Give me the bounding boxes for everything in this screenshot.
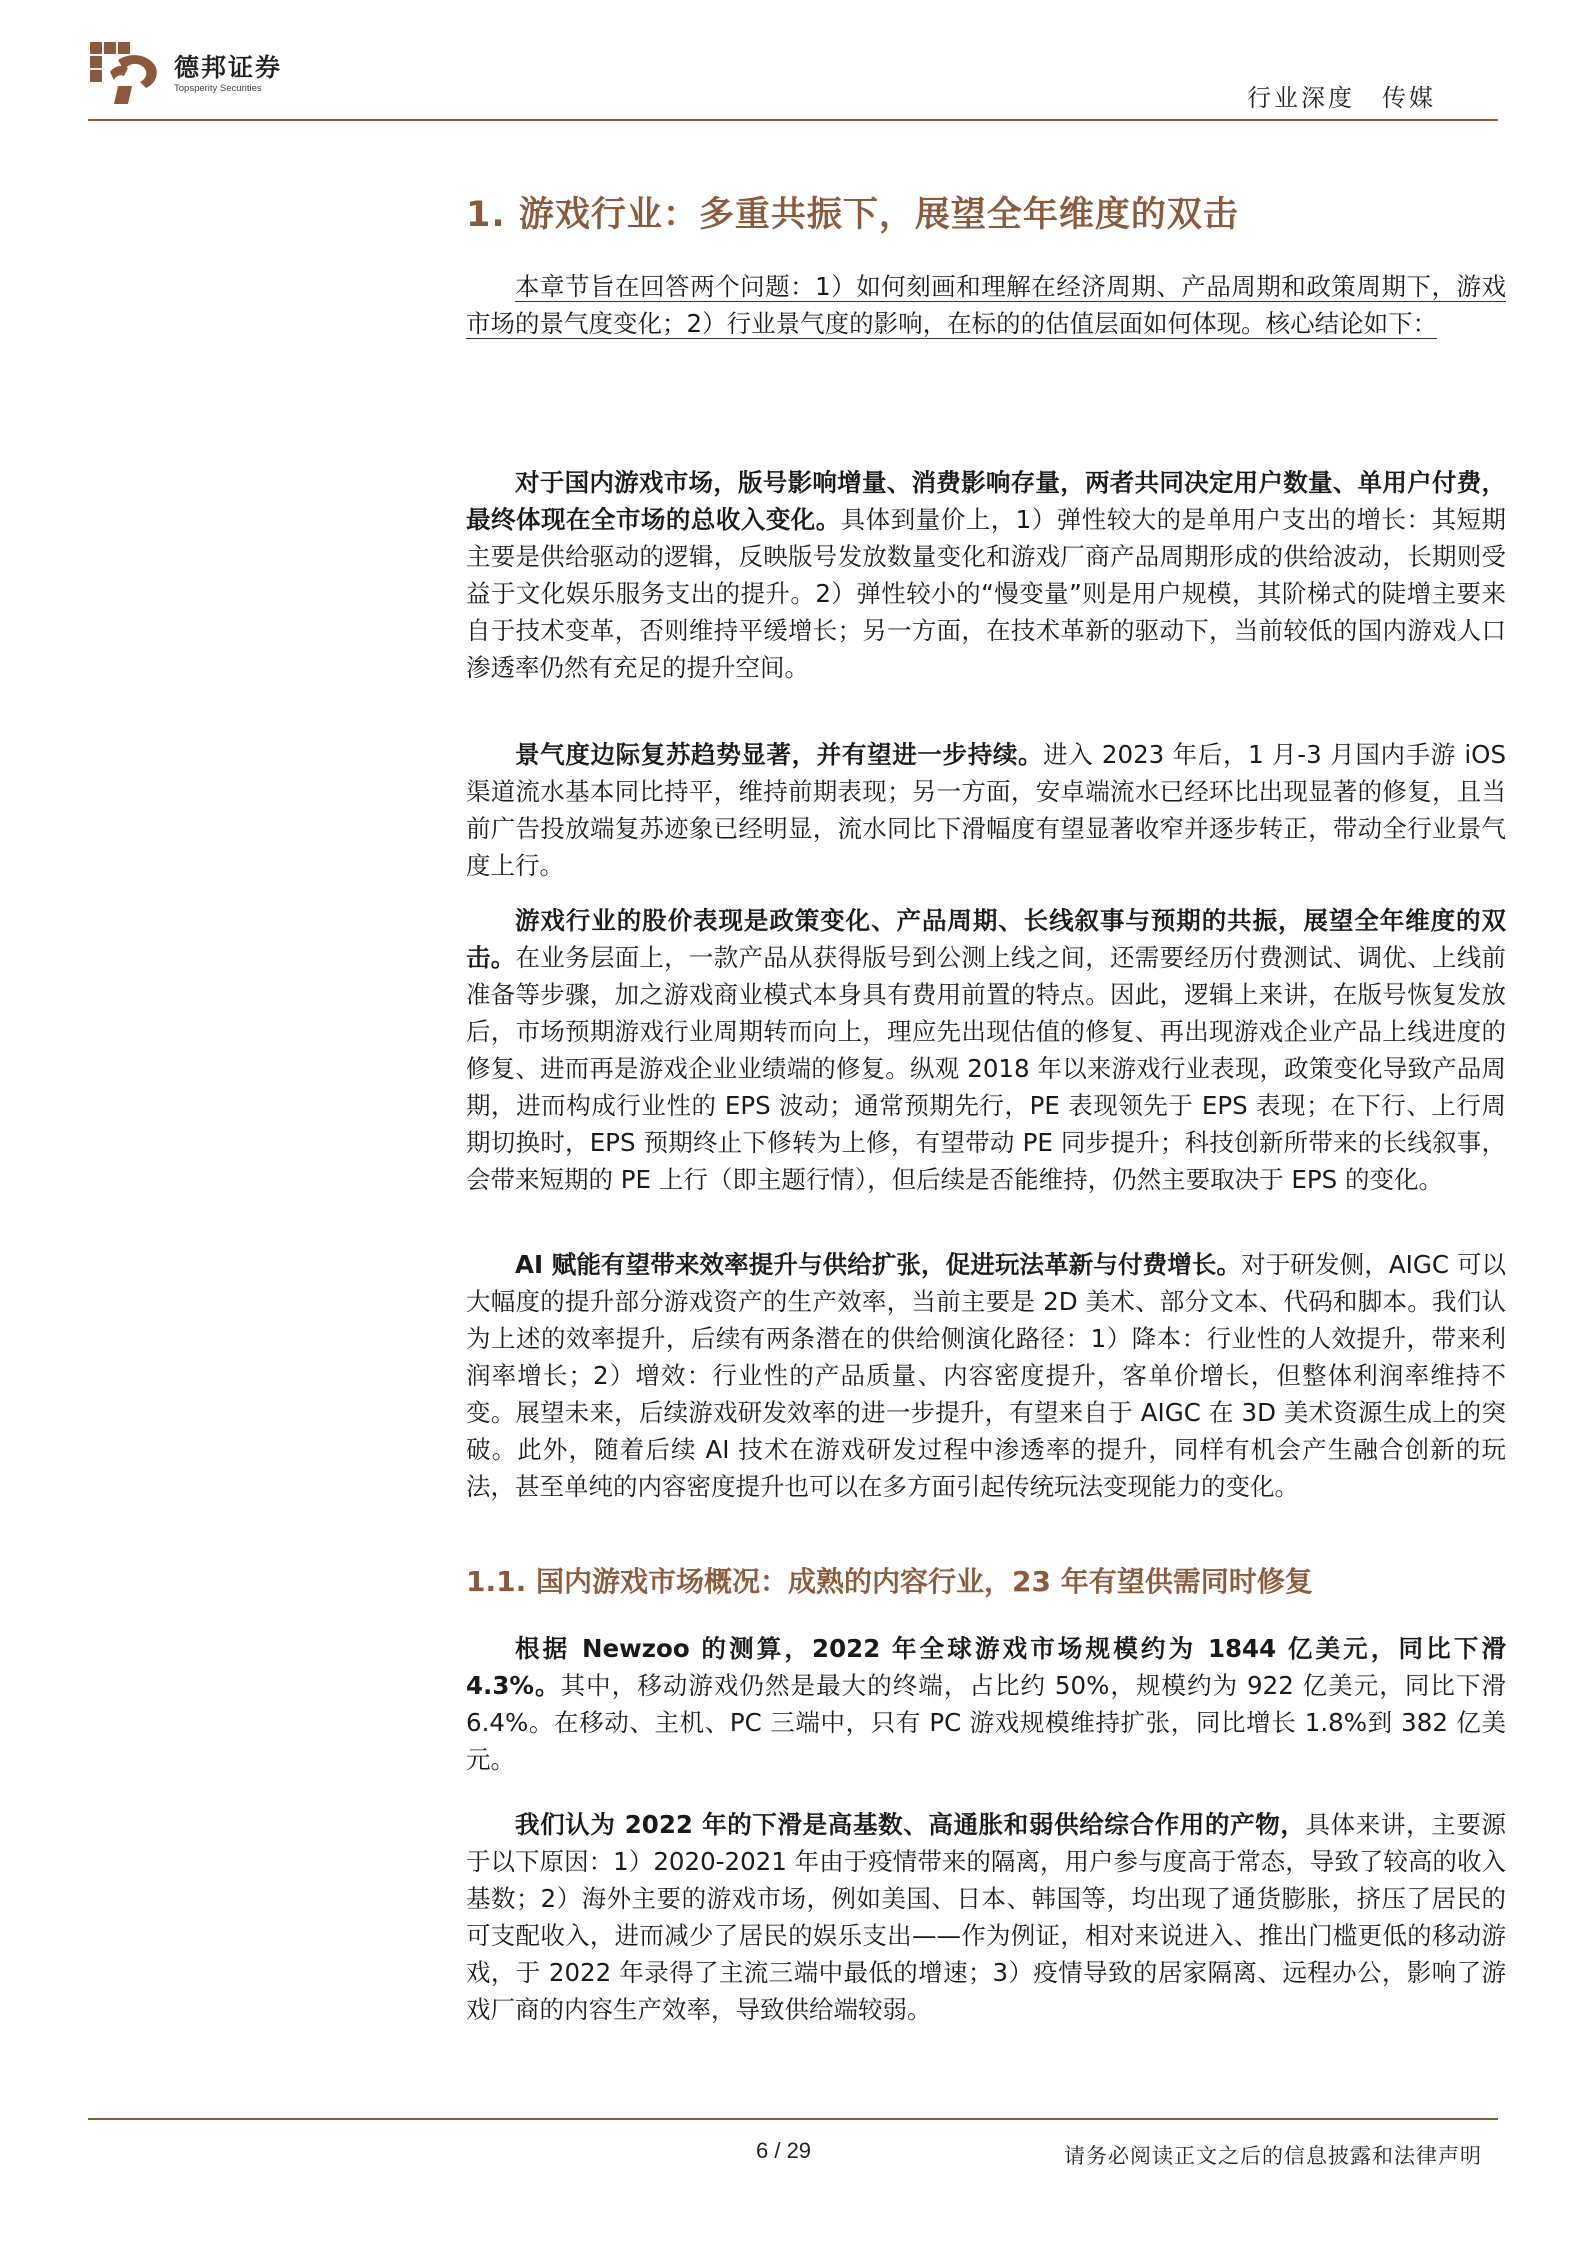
paragraph-market-structure — [466, 464, 1506, 686]
legal-disclaimer: 请务必阅读正文之后的信息披露和法律声明 — [1064, 2144, 1482, 2168]
paragraph-lead: 我们认为 2022 年的下滑是高基数、高通胀和弱供给综合作用的产物， — [515, 1810, 1306, 1839]
paragraph-lead: 对于国内游戏市场，版号影响增量、消费影响存量，两者共同决定用户数量、单用户付费，最终体现在全市场的总收入变化。 — [466, 468, 1506, 534]
subsection-title: 1.1. 国内游戏市场概况：成熟的内容行业，23 年有望供需同时修复 — [466, 1565, 1313, 1598]
paragraph-body: 在业务层面上，一款产品从获得版号到公测上线之间，还需要经历付费测试、调优、上线前准备等步骤，加之游戏商业模式本身具有费用前置的特点。因此，逻辑上来讲，在版号恢复发放后，市场预期游戏行业周期转而向上，理应先出现估值的修复、再出现游戏企业产品上线进度的修复、进而再是游戏企业业绩端的修复。纵观 2018 年以来游戏行业表现，政策变化导致产品周期，进而构成行业性的 EPS 波动；通常预期先行，PE 表现领先于 EPS 表现；在下行、上行周期切换时，EPS 预期终止下修转为上修，有望带动 PE 同步提升；科技创新所带来的长线叙事，会带来短期的 PE 上行（即主题行情），但后续是否能维持，仍然主要取决于 EPS 的变化。 — [466, 943, 1507, 1194]
paragraph-stock-performance — [466, 902, 1506, 1198]
paragraph-lead: AI 赋能有望带来效率提升与供给扩张，促进玩法革新与付费增长。 — [515, 1250, 1242, 1279]
paragraph-lead: 游戏行业的股价表现是政策变化、产品周期、长线叙事与预期的共振，展望全年维度的双击。 — [466, 906, 1506, 972]
paragraph-body: 具体到量价上，1）弹性较大的是单用户支出的增长：其短期主要是供给驱动的逻辑，反映版号发放数量变化和游戏厂商产品周期形成的供给波动，长期则受益于文化娱乐服务支出的提升。2）弹性较小的“慢变量”则是用户规模，其阶梯式的陡增主要来自于技术变革，否则维持平缓增长；另一方面，在技术革新的驱动下，当前较低的国内游戏人口渗透率仍然有充足的提升空间。 — [466, 505, 1506, 682]
logo-name-en: Topsperity Securities — [174, 83, 262, 94]
footer-divider — [88, 2118, 1498, 2120]
paragraph-body: 具体来讲，主要源于以下原因：1）2020-2021 年由于疫情带来的隔离，用户参与度高于常态，导致了较高的收入基数；2）海外主要的游戏市场，例如美国、日本、韩国等，均出现了通货膨胀，挤压了居民的可支配收入，进而减少了居民的娱乐支出——作为例证，相对来说进入、推出门槛更低的移动游戏，于 2022 年录得了主流三端中最低的增速；3）疫情导致的居家隔离、远程办公，影响了游戏厂商的内容生产效率，导致供给端较弱。 — [466, 1810, 1507, 2024]
company-logo — [88, 34, 282, 114]
logo-name-cn: 德邦证券 — [174, 53, 283, 82]
header-divider — [88, 119, 1498, 121]
paragraph-ai-empowerment — [466, 1246, 1506, 1505]
report-category: 行业深度 传媒 — [1247, 84, 1436, 112]
page-number: 6 / 29 — [756, 2138, 812, 2163]
section-title: 1. 游戏行业：多重共振下，展望全年维度的双击 — [466, 195, 1239, 235]
paragraph-decline-reasons — [466, 1806, 1506, 2028]
paragraph-lead: 根据 Newzoo 的测算，2022 年全球游戏市场规模约为 1844 亿美元，同比下滑 4.3%。 — [466, 1634, 1506, 1700]
intro-text: 本章节旨在回答两个问题：1）如何刻画和理解在经济周期、产品周期和政策周期下，游戏市场的景气度变化；2）行业景气度的影响，在标的的估值层面如何体现。核心结论如下： — [466, 272, 1506, 338]
paragraph-body: 其中，移动游戏仍然是最大的终端，占比约 50%，规模约为 922 亿美元，同比下滑 6.4%。在移动、主机、PC 三端中，只有 PC 游戏规模维持扩张，同比增长 1.8%到 382 亿美元。 — [466, 1671, 1507, 1774]
section-intro — [466, 268, 1506, 342]
paragraph-newzoo — [466, 1630, 1506, 1778]
logo-mark-icon — [88, 38, 166, 110]
paragraph-body: 进入 2023 年后，1 月-3 月国内手游 iOS 渠道流水基本同比持平，维持前期表现；另一方面，安卓端流水已经环比出现显著的修复，且当前广告投放端复苏迹象已经明显，流水同比下滑幅度有望显著收窄并逐步转正，带动全行业景气度上行。 — [466, 740, 1507, 880]
paragraph-body: 对于研发侧，AIGC 可以大幅度的提升部分游戏资产的生产效率，当前主要是 2D 美术、部分文本、代码和脚本。我们认为上述的效率提升，后续有两条潜在的供给侧演化路径：1）降本：行业性的人效提升，带来利润率增长；2）增效：行业性的产品质量、内容密度提升，客单价增长，但整体利润率维持不变。展望未来，后续游戏研发效率的进一步提升，有望来自于 AIGC 在 3D 美术资源生成上的突破。此外，随着后续 AI 技术在游戏研发过程中渗透率的提升，同样有机会产生融合创新的玩法，甚至单纯的内容密度提升也可以在多方面引起传统玩法变现能力的变化。 — [466, 1250, 1506, 1501]
paragraph-lead: 景气度边际复苏趋势显著，并有望进一步持续。 — [515, 740, 1044, 769]
paragraph-recovery — [466, 736, 1506, 884]
